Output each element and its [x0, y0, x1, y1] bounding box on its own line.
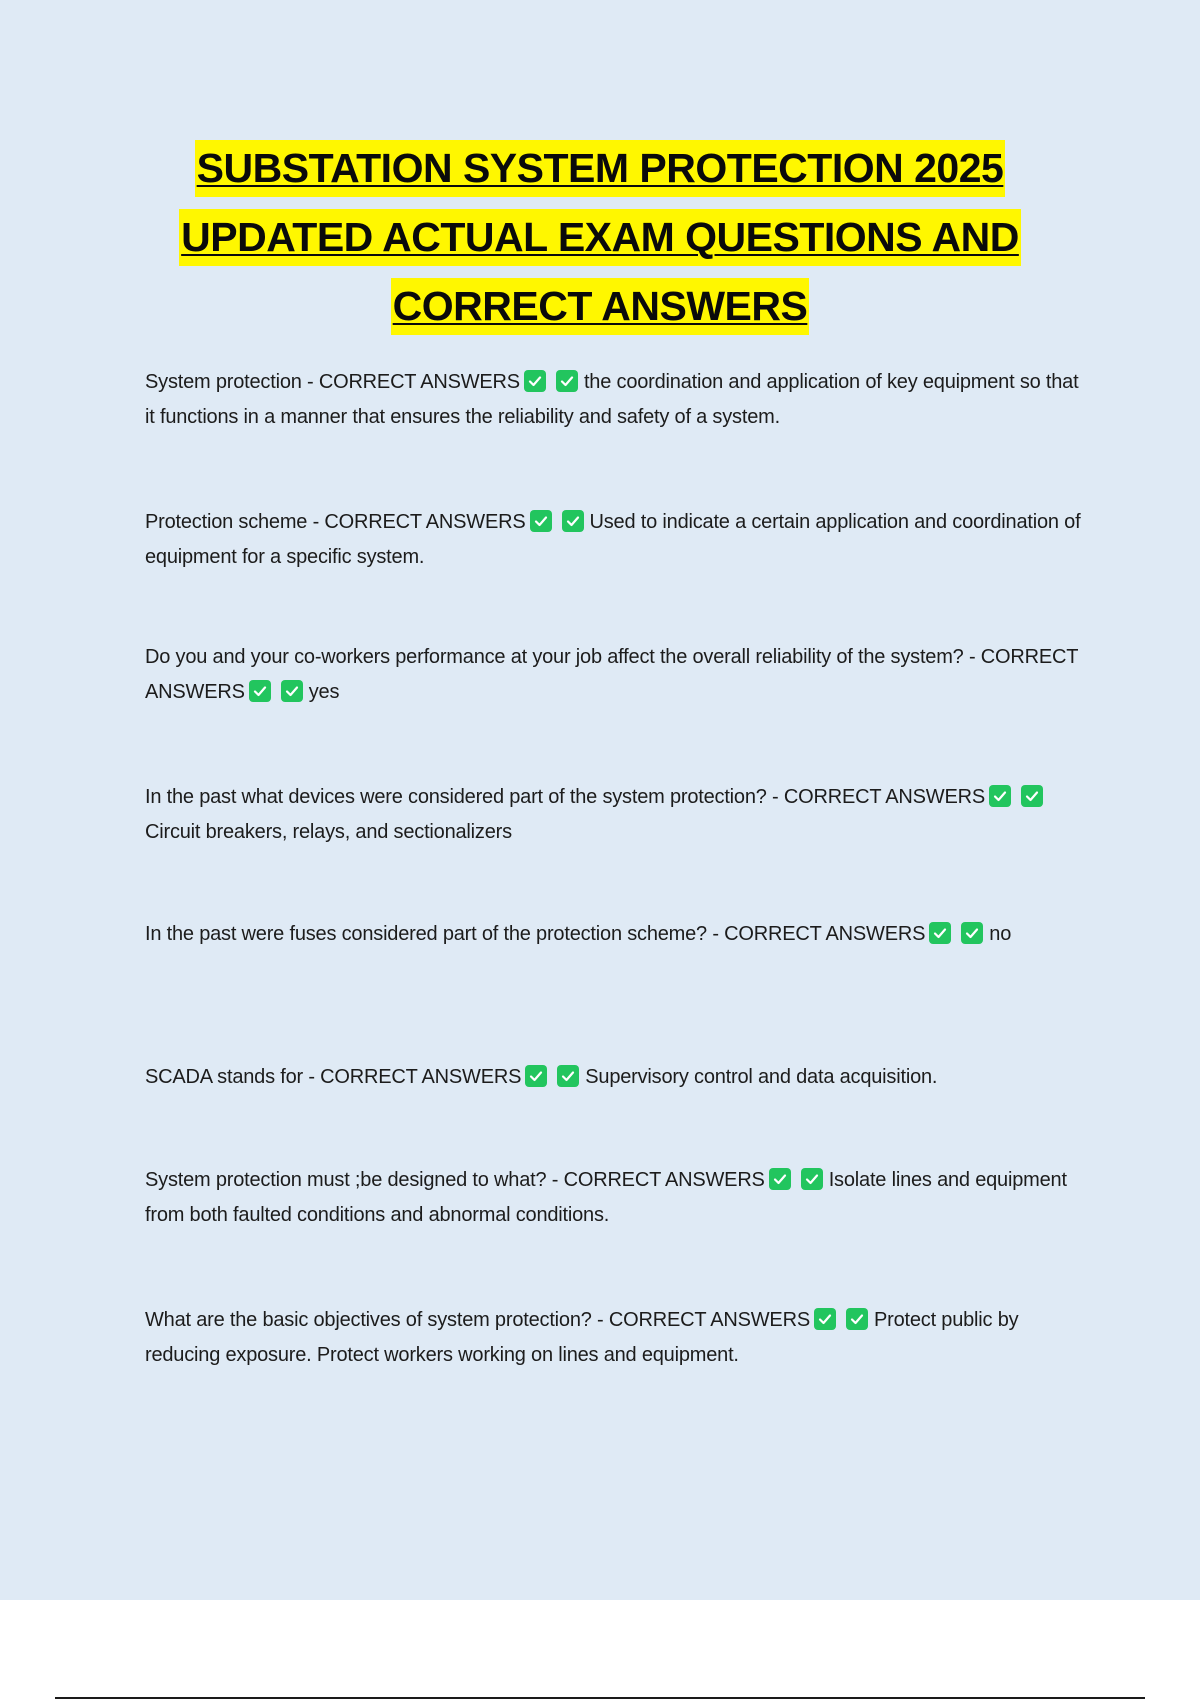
qa-item-2 [145, 505, 1090, 575]
qa-answer: Protect public by reducing exposure. Protect workers working on lines and equipment. [145, 1309, 1019, 1366]
qa-item-6 [145, 1060, 1090, 1095]
qa-item-7 [145, 1163, 1090, 1233]
qa-question: System protection must ;be designed to what? - CORRECT ANSWERS [145, 1169, 765, 1191]
check-mark-icon [801, 1168, 823, 1190]
check-mark-icon [929, 922, 951, 944]
check-mark-icon [525, 1065, 547, 1087]
qa-question: In the past what devices were considered part of the system protection? - CORRECT ANSWERS [145, 786, 985, 808]
check-mark-icon [989, 785, 1011, 807]
check-mark-icon [1021, 785, 1043, 807]
qa-item-8 [145, 1303, 1090, 1373]
check-mark-icon [281, 680, 303, 702]
check-mark-icon [961, 922, 983, 944]
qa-answer: Circuit breakers, relays, and sectionalizers [145, 821, 512, 843]
title-line-2: UPDATED ACTUAL EXAM QUESTIONS AND [179, 209, 1021, 266]
qa-question: SCADA stands for - CORRECT ANSWERS [145, 1066, 522, 1088]
check-mark-icon [846, 1308, 868, 1330]
qa-answer: the coordination and application of key equipment so that it functions in a manner that ensures the reliability and safety of a system. [145, 371, 1079, 428]
qa-question: Do you and your co-workers performance at your job affect the overall reliability of the system? - CORRECT ANSWERS [145, 646, 1078, 703]
check-mark-icon [562, 510, 584, 532]
qa-item-1 [145, 365, 1090, 435]
qa-answer: Supervisory control and data acquisition. [585, 1066, 938, 1088]
check-mark-icon [249, 680, 271, 702]
qa-answer: Isolate lines and equipment from both faulted conditions and abnormal conditions. [145, 1169, 1067, 1226]
document-title [0, 140, 1200, 347]
qa-question: Protection scheme - CORRECT ANSWERS [145, 511, 526, 533]
qa-item-4 [145, 780, 1090, 850]
qa-answer: no [989, 923, 1012, 945]
check-mark-icon [556, 370, 578, 392]
check-mark-icon [557, 1065, 579, 1087]
qa-answer: Used to indicate a certain application and coordination of equipment for a specific system. [145, 511, 1081, 568]
qa-item-3 [145, 640, 1090, 710]
check-mark-icon [814, 1308, 836, 1330]
check-mark-icon [530, 510, 552, 532]
qa-item-5 [145, 917, 1090, 952]
title-line-3: CORRECT ANSWERS [391, 278, 810, 335]
check-mark-icon [769, 1168, 791, 1190]
title-line-1: SUBSTATION SYSTEM PROTECTION 2025 [195, 140, 1006, 197]
qa-question: System protection - CORRECT ANSWERS [145, 371, 520, 393]
qa-question: What are the basic objectives of system protection? - CORRECT ANSWERS [145, 1309, 810, 1331]
qa-answer: yes [308, 681, 340, 703]
footer-divider [55, 1697, 1145, 1699]
qa-question: In the past were fuses considered part of the protection scheme? - CORRECT ANSWERS [145, 923, 926, 945]
check-mark-icon [524, 370, 546, 392]
